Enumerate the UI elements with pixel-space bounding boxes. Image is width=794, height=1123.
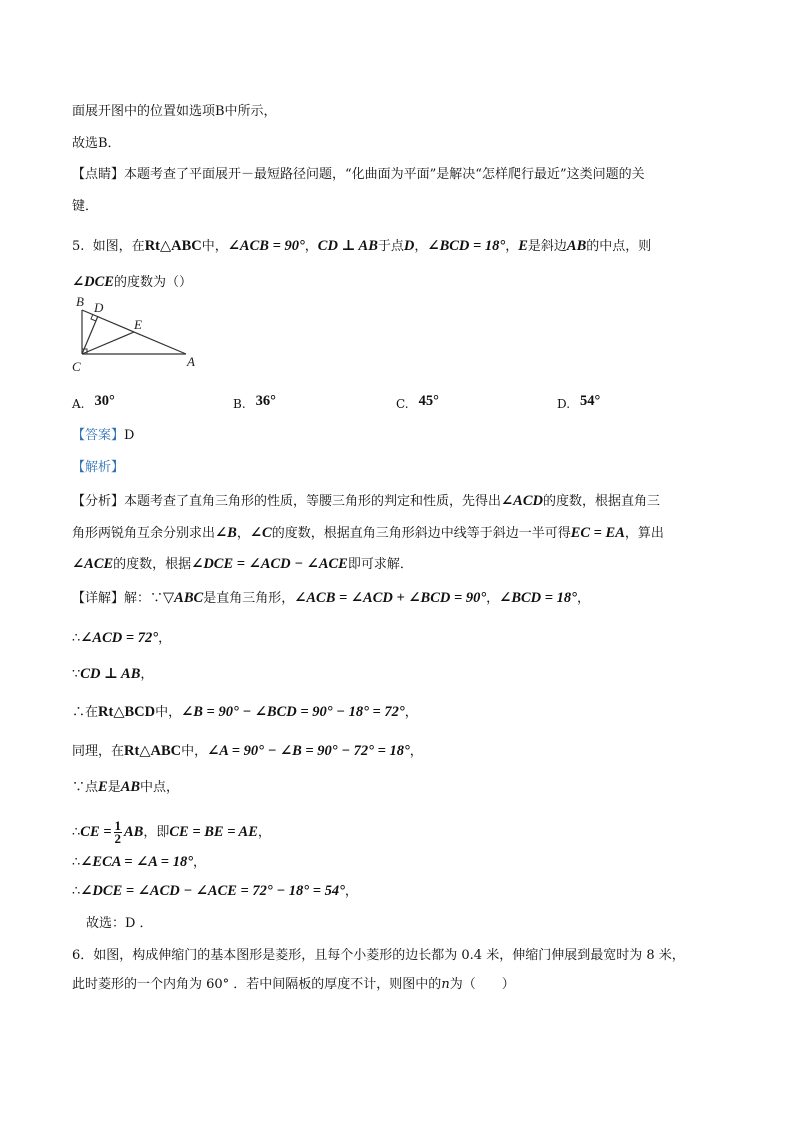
math-eq1: ∠ACB = 90°: [227, 238, 305, 254]
math-eq2: ∠BCD = 18°: [427, 238, 506, 254]
detail-text: ∵: [72, 667, 81, 682]
math-bcd: ∠BCD = 18°: [499, 590, 577, 606]
q5-stem-line-1: [72, 237, 651, 256]
prev-point-line: [72, 166, 645, 184]
detail-tag: 【详解】: [72, 591, 125, 606]
option-b-label: B.: [233, 397, 246, 411]
detail-line-1: [72, 589, 590, 608]
option-c[interactable]: [396, 393, 439, 413]
fenxi-text: 本题考查了直角三角形的性质，等腰三角形的判定和性质，先得出: [124, 494, 502, 509]
detail-text: ∴: [72, 855, 81, 870]
math-angle-b-calc: ∠B = 90° − ∠BCD = 90° − 18° = 72°: [181, 704, 405, 720]
detail-line-8: [72, 853, 206, 872]
q5-text: ，: [505, 239, 519, 254]
point-text: 本题考查了平面展开－最短路径问题，“化曲面为平面”是解决“怎样爬行最近”这类问题的关: [124, 167, 645, 182]
detail-text: ，: [409, 744, 423, 759]
detail-text: 中，: [155, 705, 182, 720]
detail-text: ，即: [143, 825, 170, 840]
q5-text: 的度数为（）: [113, 275, 192, 290]
option-b-value: 36°: [255, 393, 276, 409]
math-point-e: E: [518, 238, 528, 254]
answer-value: D: [124, 428, 135, 443]
q5-text: 中，: [201, 239, 228, 254]
math-angle-c: ∠C: [249, 525, 272, 541]
fenxi-line-3: [72, 555, 413, 574]
math-tri-abc-2: Rt△ABC: [124, 743, 182, 759]
detail-line-3: [72, 665, 153, 684]
fenxi-text: ，: [236, 526, 250, 541]
answer-line: [72, 427, 134, 445]
detail-text: ，: [140, 667, 154, 682]
analysis-tag: 【解析】: [72, 460, 125, 475]
math-tri: Rt△ABC: [144, 238, 202, 254]
prev-line-2: 故选B．: [72, 136, 121, 151]
math-ce-be-ae: CE = BE = AE: [169, 824, 258, 840]
q6-text: 此时菱形的一个内角为 60° ．若中间隔板的厚度不计，则图中的: [72, 977, 442, 992]
detail-line-10: 故选：D ．: [86, 916, 153, 931]
detail-text: 解：∵: [124, 591, 164, 606]
detail-text: ，: [257, 825, 271, 840]
q5-text: ，: [414, 239, 428, 254]
q5-text: ，: [304, 239, 318, 254]
math-tri-abc: ▽ABC: [163, 590, 204, 606]
q5-text: 是斜边: [527, 239, 567, 254]
answer-tag: 【答案】: [72, 428, 125, 443]
fenxi-text: ，算出: [624, 526, 664, 541]
option-a-label: A.: [72, 397, 85, 411]
math-angle-ace: ∠ACE: [72, 556, 114, 572]
math-angle-acd: ∠ACD: [501, 493, 543, 509]
label-c: C: [72, 359, 81, 374]
q5-text: 如图，在: [92, 239, 145, 254]
math-acd-value: ∠ACD = 72°: [80, 630, 159, 646]
q5-text: 于点: [377, 239, 404, 254]
fenxi-line-2: [72, 524, 664, 543]
detail-text: ∴: [72, 825, 81, 840]
math-ec-ea: EC = EA: [570, 525, 625, 541]
label-d: D: [94, 300, 104, 315]
math-angle-a-calc: ∠A = 90° − ∠B = 90° − 72° = 18°: [207, 743, 410, 759]
detail-text: 中，: [181, 744, 208, 759]
option-c-label: C.: [396, 397, 409, 411]
math-perp: CD ⊥ AB: [317, 238, 378, 254]
detail-text: ∴: [72, 884, 81, 899]
option-d-value: 54°: [580, 393, 601, 409]
point-tag: 【点睛】: [72, 167, 125, 182]
math-point-e-2: E: [98, 779, 108, 795]
fenxi-tag: 【分析】: [72, 494, 125, 509]
math-n: n: [441, 977, 450, 992]
math-ab-2: AB: [120, 779, 141, 795]
detail-text: ，: [158, 631, 172, 646]
detail-line-9: [72, 882, 358, 901]
label-e: E: [134, 317, 142, 332]
detail-text: 是: [107, 780, 121, 795]
option-c-value: 45°: [418, 393, 439, 409]
fraction-half: [114, 820, 123, 845]
math-point-d: D: [403, 238, 415, 254]
fenxi-text: 即可求解．: [347, 557, 413, 572]
q5-number: 5.: [72, 239, 85, 254]
math-angle-dce: ∠DCE: [72, 274, 114, 290]
detail-text: 中点，: [140, 780, 180, 795]
detail-text: ，: [193, 855, 207, 870]
detail-line-7: [72, 818, 271, 847]
option-d[interactable]: [557, 393, 601, 413]
detail-text: ，: [344, 884, 358, 899]
q6-line-1: 6．如图，构成伸缩门的基本图形是菱形，且每个小菱形的边长都为 0.4 米，伸缩门伸展到最宽时为 8 米，: [72, 948, 685, 963]
detail-text: ∴在: [72, 705, 99, 720]
detail-text: ∵点: [72, 780, 99, 795]
math-ab: AB: [566, 238, 587, 254]
option-d-label: D.: [557, 397, 571, 411]
prev-line-1: 面展开图中的位置如选项B中所示，: [72, 104, 277, 119]
detail-line-2: [72, 629, 171, 648]
fenxi-text: 的度数，根据: [113, 557, 192, 572]
q5-text: 的中点，则: [586, 239, 652, 254]
detail-line-4: [72, 703, 418, 722]
math-dce-result: ∠DCE = ∠ACD − ∠ACE = 72° − 18° = 54°: [80, 883, 345, 899]
math-angle-b: ∠B: [215, 525, 237, 541]
label-b: B: [76, 294, 84, 309]
fenxi-text: 的度数，根据直角三: [543, 494, 661, 509]
prev-point-line-2: 键．: [72, 199, 99, 214]
detail-text: ，: [404, 705, 418, 720]
q6-text: 为（ ）: [449, 977, 515, 992]
fenxi-text: 角形两锐角互余分别求出: [72, 526, 216, 541]
detail-text: 是直角三角形，: [203, 591, 295, 606]
fenxi-text: 的度数，根据直角三角形斜边中线等于斜边一半可得: [271, 526, 571, 541]
detail-text: ∴: [72, 631, 81, 646]
math-ce-eq: CE =: [80, 824, 112, 840]
triangle-figure: [70, 292, 210, 374]
math-ab-3: AB: [124, 824, 144, 840]
detail-text: ，: [576, 591, 590, 606]
math-dce-formula: ∠DCE = ∠ACD − ∠ACE: [191, 556, 348, 572]
detail-text: ，: [486, 591, 500, 606]
label-a: A: [187, 354, 195, 369]
option-a-value: 30°: [94, 393, 115, 409]
option-b[interactable]: [233, 393, 276, 413]
fraction-numerator: 1: [114, 818, 122, 833]
fraction-denominator: 2: [114, 831, 122, 846]
option-a[interactable]: [72, 393, 115, 413]
math-acb-sum: ∠ACB = ∠ACD + ∠BCD = 90°: [294, 590, 487, 606]
math-eca: ∠ECA = ∠A = 18°: [80, 854, 193, 870]
detail-line-6: [72, 778, 179, 797]
detail-line-5: [72, 742, 423, 761]
fenxi-line-1: [72, 492, 660, 511]
detail-text: 同理，在: [72, 744, 125, 759]
math-tri-bcd: Rt△BCD: [98, 704, 156, 720]
math-cd-perp-ab: CD ⊥ AB: [80, 666, 141, 682]
q6-line-2: [72, 976, 515, 994]
q5-stem-line-2: [72, 273, 192, 292]
